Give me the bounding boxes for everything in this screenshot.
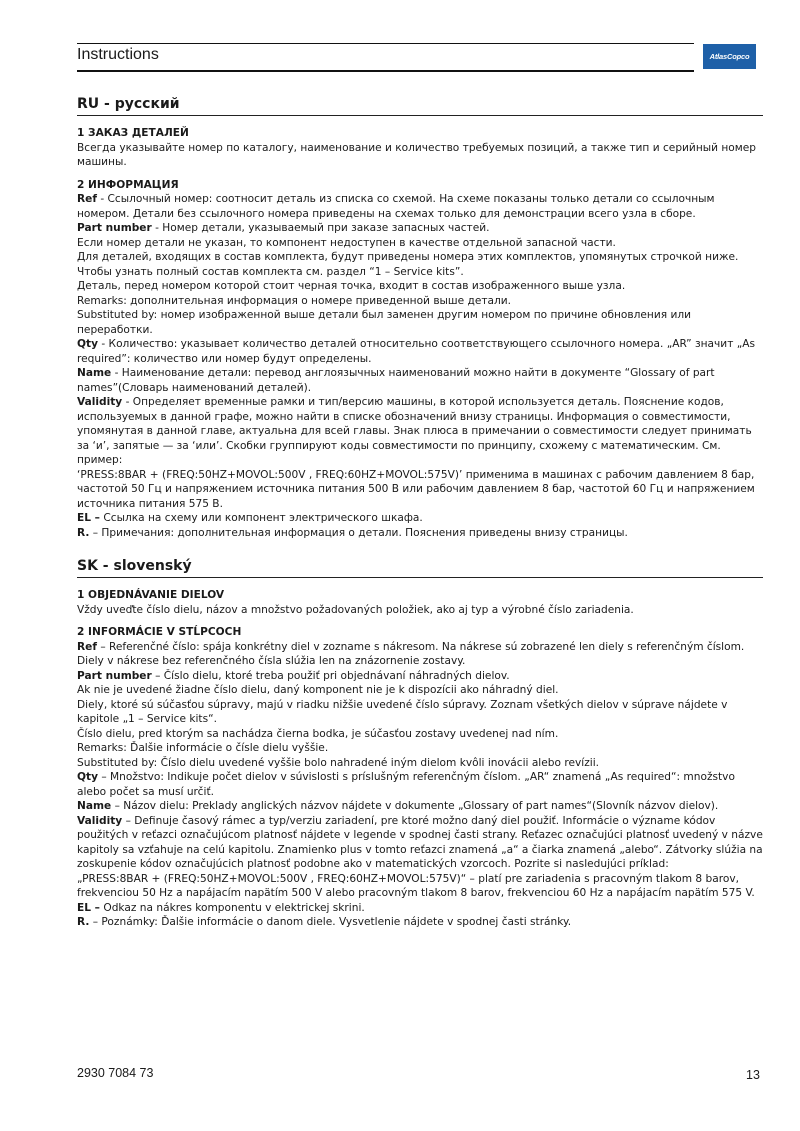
qty-paragraph: [77, 337, 763, 366]
el-key: EL –: [77, 901, 100, 914]
example-line: „PRESS:8BAR + (FREQ:50HZ+MOVOL:500V , FREQ:60HZ+MOVOL:575V)“ – platí pre zariadenia s pracovným tlakom 8 barov, frekvenciou 50 Hz a napájacím napätím 500 V alebo pracovným tlakom 8 barov, frekvenciou 60 Hz a napájacím napätím 575 V.: [77, 872, 755, 899]
qty-text: - Количество: указывает количество деталей относительно соответствующего ссылочного номера. „AR” значит „As required”: количество или номер будут определены.: [77, 338, 755, 365]
el-paragraph: [77, 511, 763, 526]
page-number: 13: [746, 1068, 760, 1082]
qty-text: – Množstvo: Indikuje počet dielov v súvislosti s príslušným referenčným číslom. „AR“ znamená „As required“: množstvo alebo počet sa musí určiť.: [77, 771, 735, 798]
substituted-line: Substituted by: Číslo dielu uvedené vyššie bolo nahradené iným dielom kvôli inovácii alebo revízii.: [77, 756, 600, 769]
part-number-text: – Číslo dielu, ktoré treba použiť pri objednávaní náhradných dielov.: [151, 669, 510, 682]
el-text: Ссылка на схему или компонент электрического шкафа.: [99, 512, 423, 524]
no-part-number-line: Если номер детали не указан, то компонент недоступен в качестве отдельной запасной части.: [77, 236, 616, 249]
document-number: 2930 7084 73: [77, 1066, 154, 1080]
validity-key: Validity: [77, 396, 123, 408]
substituted-line: Substituted by: номер изображенной выше детали был заменен другим номером по причине обновления или переработки.: [77, 309, 692, 336]
ref-paragraph: [77, 640, 763, 669]
el-key: EL –: [77, 512, 100, 524]
remarks-line: Remarks: Ďalšie informácie o čísle dielu vyššie.: [77, 742, 329, 754]
validity-paragraph: [77, 814, 763, 872]
validity-key: Validity: [77, 814, 123, 827]
part-number-key: Part number: [77, 222, 152, 234]
ref-key: Ref: [77, 640, 97, 653]
remarks-line: Remarks: дополнительная информация о номере приведенной выше детали.: [77, 294, 512, 307]
atlas-copco-logo: [703, 44, 756, 69]
ref-paragraph: [77, 192, 763, 221]
order-parts-text: Vždy uveďte číslo dielu, názov a množstvo požadovaných položiek, ako aj typ a výrobné číslo zariadenia.: [77, 603, 634, 616]
kit-line: Diely, ktoré sú súčasťou súpravy, majú v riadku nižšie uvedené číslo súpravy. Zoznam všetkých dielov v súprave nájdete v kapitole „1 – Service kits“.: [77, 698, 728, 725]
name-paragraph: [77, 366, 763, 395]
ref-key: Ref: [77, 193, 97, 205]
el-paragraph: [77, 901, 763, 916]
r-paragraph: [77, 526, 763, 541]
page-content: [77, 94, 763, 930]
page-header: [77, 42, 694, 68]
subheading-order-parts: 1 ЗАКАЗ ДЕТАЛЕЙ: [77, 127, 189, 139]
r-text: – Примечания: дополнительная информация о детали. Пояснения приведены внизу страницы.: [89, 526, 628, 539]
r-text: – Poznámky: Ďalšie informácie o danom diele. Vysvetlenie nájdete v spodnej časti stránky.: [89, 916, 572, 928]
name-key: Name: [77, 800, 112, 812]
page-title: Instructions: [77, 46, 159, 63]
order-parts-text: Всегда указывайте номер по каталогу, наименование и количество требуемых позиций, а также тип и серийный номер машины.: [77, 141, 756, 168]
ref-text: - Ссылочный номер: соотносит деталь из списка со схемой. На схеме показаны только детали со ссылочным номером. Детали без ссылочного номера приведены на схемах только для демонстрации всего узла в сборе.: [77, 193, 715, 220]
name-paragraph: [77, 799, 763, 814]
validity-text: – Definuje časový rámec a typ/verziu zariadení, pre ktoré možno daný diel použiť. Informácie o význame kódov použitých v reťazci označujúcom platnosť nájdete v legende v spodnej časti strany. Reťazec označujúci platnosť uvedený v názve kapitoly sa vzťahuje na celú kapitolu. Znamienko plus v tomto reťazci znamená „a“ a čiarka znamená „alebo“. Zátvorky slúžia na zoskupenie kódov označujúcich platnosť podobne ako v matematických vzorcoch. Pozrite si nasledujúci príklad:: [77, 814, 763, 870]
example-line: ‘PRESS:8BAR + (FREQ:50HZ+MOVOL:500V , FREQ:60HZ+MOVOL:575V)’ применима в машинах с рабочим давлением 8 бар, частотой 50 Гц и напряжением источника питания 500 В или рабочим давлением 8 бар, частотой 60 Гц и напряжением источника питания 575 В.: [77, 468, 755, 510]
qty-key: Qty: [77, 338, 98, 350]
r-key: R.: [77, 916, 90, 928]
section-heading-sk: SK - slovenský: [77, 556, 763, 578]
part-number-key: Part number: [77, 669, 152, 682]
subheading-order-parts: 1 OBJEDNÁVANIE DIELOV: [77, 589, 225, 601]
dot-line: Деталь, перед номером которой стоит черная точка, входит в состав изображенного выше узла.: [77, 280, 626, 292]
name-key: Name: [77, 367, 112, 379]
name-text: – Názov dielu: Preklady anglických názvov nájdete v dokumente „Glossary of part names“(Slovník názvov dielov).: [111, 800, 719, 812]
r-key: R.: [77, 526, 90, 539]
name-text: - Наименование детали: перевод англоязычных наименований можно найти в документе “Glossary of part names”(Словарь наименований деталей).: [77, 367, 715, 394]
validity-paragraph: [77, 395, 763, 468]
qty-paragraph: [77, 770, 763, 799]
ref-text: – Referenčné číslo: spája konkrétny diel v zozname s nákresom. Na nákrese sú zobrazené len diely s referenčným číslom. Diely v nákrese bez referenčného čísla slúžia len na znázornenie zostavy.: [77, 640, 745, 667]
part-number-paragraph: [77, 669, 763, 684]
qty-key: Qty: [77, 771, 98, 783]
no-part-number-line: Ak nie je uvedené žiadne číslo dielu, daný komponent nie je k dispozícii ako náhradný diel.: [77, 684, 559, 696]
validity-text: - Определяет временные рамки и тип/версию машины, в которой используется деталь. Пояснение кодов, используемых в данной графе, можно найти в списке обозначений внизу страницы. Информация о совместимости, упомянутая в данной главе, актуальна для всей главы. Знак плюса в примечании о совместимости следует принимать за ‘и’, запятые — за ‘или’. Скобки группируют коды совместимости по принципу, схожему с математическим. См. пример:: [77, 396, 752, 466]
logo-text: AtlasCopco: [709, 52, 750, 61]
kit-line: Для деталей, входящих в состав комплекта, будут приведены номера этих комплектов, упомянутых строчкой ниже. Чтобы узнать полный состав комплекта см. раздел “1 – Service kits”.: [77, 251, 739, 278]
el-text: Odkaz na nákres komponentu v elektrickej skrini.: [99, 901, 365, 914]
dot-line: Číslo dielu, pred ktorým sa nachádza čierna bodka, je súčasťou zostavy uvedenej nad ním.: [77, 727, 559, 740]
part-number-paragraph: [77, 221, 763, 236]
r-paragraph: [77, 915, 763, 930]
header-rule: [77, 70, 694, 72]
subheading-information: 2 INFORMÁCIE V STĹPCOCH: [77, 626, 242, 638]
subheading-information: 2 ИНФОРМАЦИЯ: [77, 178, 179, 191]
part-number-text: - Номер детали, указываемый при заказе запасных частей.: [151, 222, 490, 234]
section-heading-ru: RU - русский: [77, 94, 763, 116]
